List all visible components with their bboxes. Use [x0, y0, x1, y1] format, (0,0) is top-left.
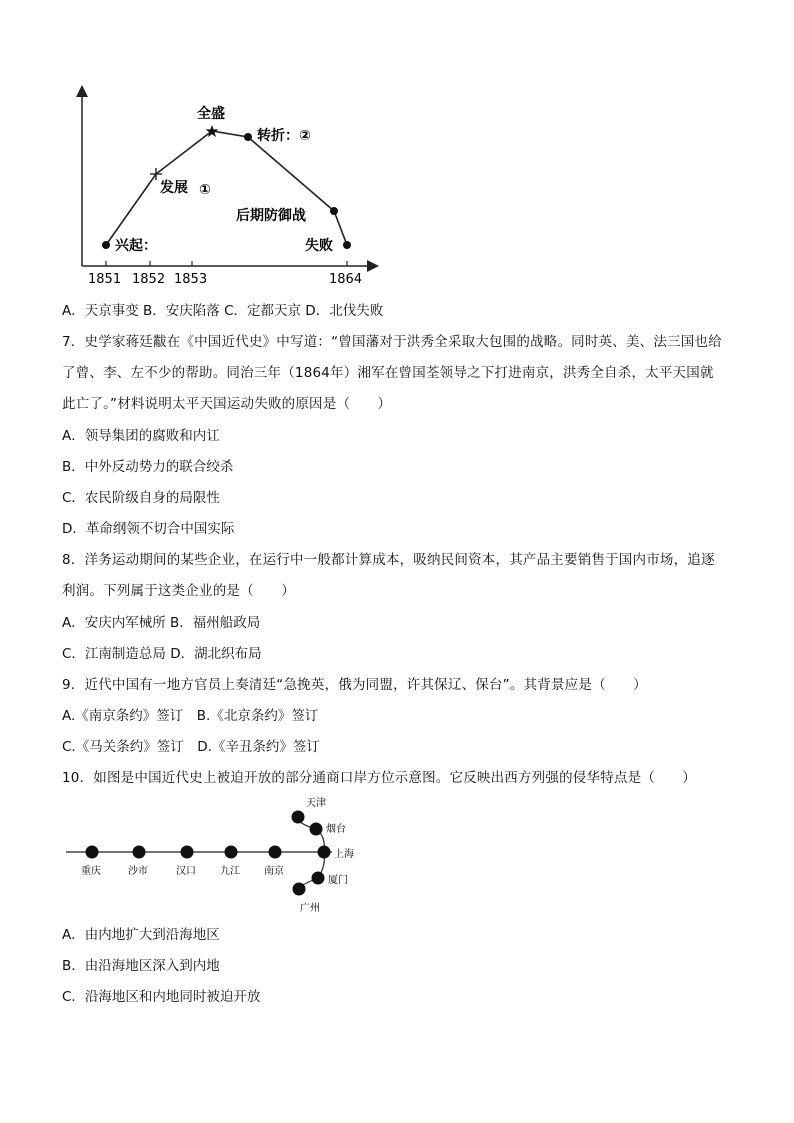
q7-stem-line: 此亡了。”材料说明太平天国运动失败的原因是（ ） [62, 396, 392, 412]
point-shibai [343, 241, 351, 249]
treaty-ports-figure [60, 792, 380, 920]
port-label: 汉口 [176, 866, 196, 877]
port-dot [269, 846, 282, 859]
port-dot [312, 872, 325, 885]
q8-stem-line: 利润。下列属于这类企业的是（ ） [62, 583, 295, 599]
port-dot [292, 811, 305, 824]
port-dot [318, 846, 331, 859]
q8-option: C．江南制造总局 D．湖北织布局 [62, 646, 262, 662]
q10-stem-line: 10．如图是中国近代史上被迫开放的部分通商口岸方位示意图。它反映出西方列强的侵华特点是（ ） [62, 770, 697, 786]
year-tick-label: 1853 [174, 272, 208, 287]
label-xingqi: 兴起： [115, 238, 157, 254]
q6-options: A．天京事变 B．安庆陷落 C．定都天京 D．北伐失败 [62, 303, 384, 319]
label-houqi: 后期防御战 [236, 208, 306, 224]
q7-option: C．农民阶级自身的局限性 [62, 490, 220, 506]
trend-line [106, 131, 347, 245]
port-label: 广州 [300, 903, 320, 914]
q10-option: A．由内地扩大到沿海地区 [62, 927, 220, 943]
q7-option: B．中外反动势力的联合绞杀 [62, 459, 234, 475]
port-label: 重庆 [81, 866, 101, 877]
q7-option: D．革命纲领不切合中国实际 [62, 521, 235, 537]
q9-option: C.《马关条约》签订 D.《辛丑条约》签订 [62, 739, 320, 755]
port-label: 烟台 [326, 824, 346, 835]
point-zhuanzhe [244, 133, 252, 141]
label-quansheng: 全盛 [197, 106, 225, 122]
label-shibai: 失败 [305, 238, 333, 254]
q7-stem-line: 7．史学家蒋廷黻在《中国近代史》中写道：“曾国藩对于洪秀全采取大包围的战略。同时英、美、法三国也给 [62, 334, 722, 350]
q9-option: A.《南京条约》签订 B.《北京条约》签订 [62, 708, 319, 724]
port-dot [133, 846, 146, 859]
q10-option: C．沿海地区和内地同时被迫开放 [62, 989, 261, 1005]
q9-stem-line: 9．近代中国有一地方官员上奏清廷“急挽英，俄为同盟，许其保辽、保台”。其背景应是（ ） [62, 677, 647, 693]
port-label: 上海 [334, 849, 354, 860]
label-zhuanzhe: 转折：② [257, 128, 311, 144]
star-icon: ★ [204, 122, 220, 142]
port-label: 南京 [264, 866, 284, 877]
q7-option: A．领导集团的腐败和内讧 [62, 428, 220, 444]
label-circle1: ① [199, 182, 211, 198]
taiping-timeline-figure [60, 82, 390, 294]
port-dot [310, 823, 323, 836]
year-tick-label: 1852 [132, 272, 166, 287]
port-label: 沙市 [128, 866, 148, 877]
label-fazhan: 发展 [160, 180, 188, 196]
year-tick-label: 1851 [88, 272, 122, 287]
port-label: 天津 [306, 798, 326, 809]
port-dot [293, 883, 306, 896]
point-houqi [330, 207, 338, 215]
port-dot [181, 846, 194, 859]
port-dot [225, 846, 238, 859]
q10-option: B．由沿海地区深入到内地 [62, 958, 220, 974]
year-tick-label: 1864 [329, 272, 363, 287]
q8-option: A．安庆内军械所 B．福州船政局 [62, 615, 261, 631]
q7-stem-line: 了曾、李、左不少的帮助。同治三年（1864年）湘军在曾国荃领导之下打进南京，洪秀全自杀，太平天国就 [62, 365, 714, 381]
port-label: 九江 [220, 866, 240, 877]
q8-stem-line: 8．洋务运动期间的某些企业，在运行中一般都计算成本，吸纳民间资本，其产品主要销售于国内市场，追逐 [62, 552, 715, 568]
port-dot [86, 846, 99, 859]
point-xingqi [102, 241, 110, 249]
port-label: 厦门 [328, 875, 348, 886]
